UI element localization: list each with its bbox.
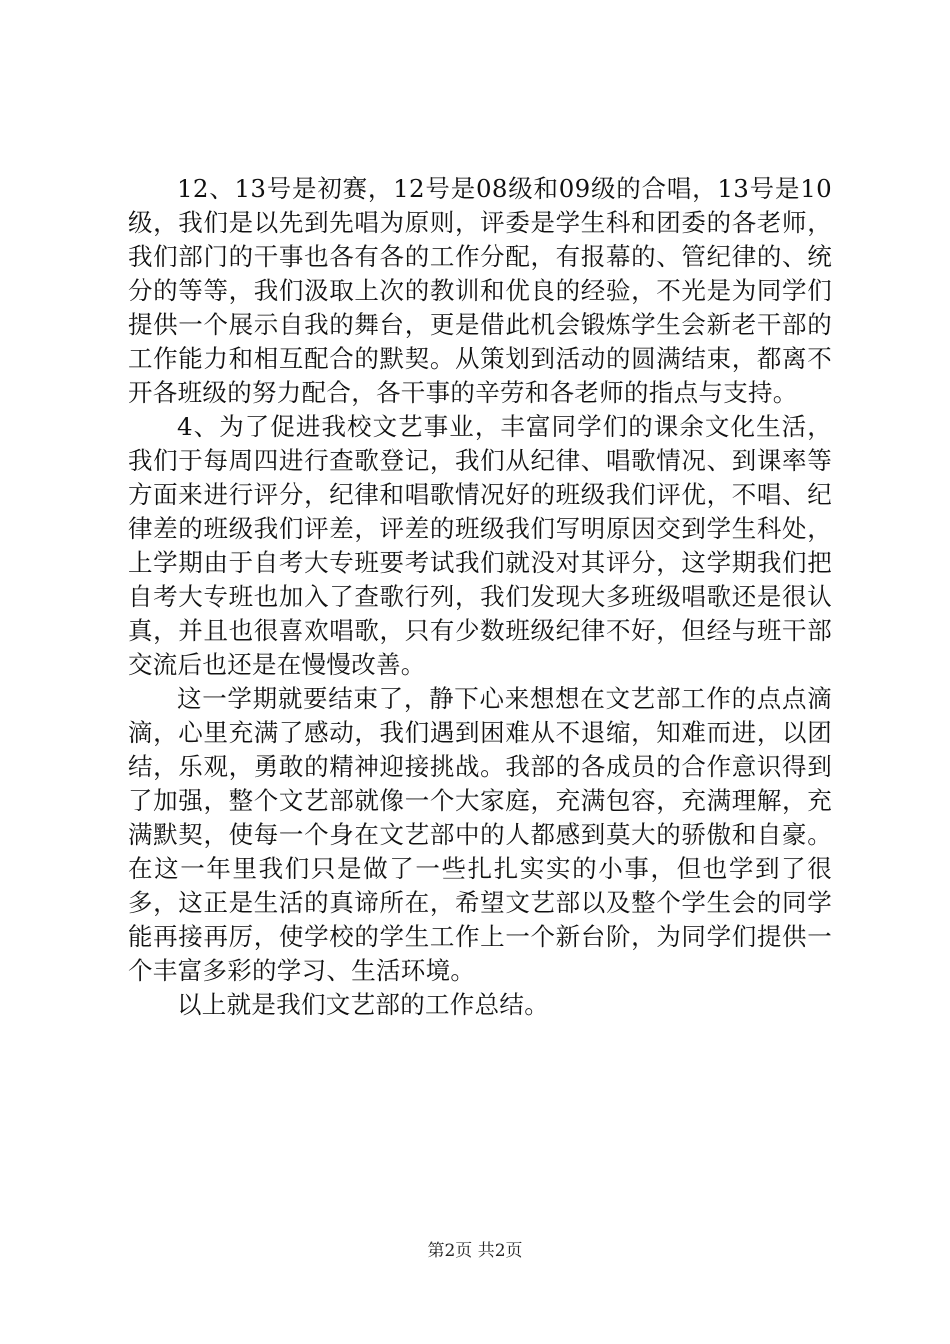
paragraph-closing: 以上就是我们文艺部的工作总结。 [177, 990, 549, 1019]
paragraph-song-check: 4、为了促进我校文艺事业，丰富同学们的课余文化生活，我们于每周四进行查歌登记，我们从纪律、唱歌情况、到课率等方面来进行评分，纪律和唱歌情况好的班级我们评优，不唱、纪律差的班级我们评差，评差的班级我们写明原因交到学生科处，上学期由于自考大专班要考试我们就没对其评分，这学期我们把自考大专班也加入了查歌行列，我们发现大多班级唱歌还是很认真，并且也很喜欢唱歌，只有少数班级纪律不好，但经与班干部交流后也还是在慢慢改善。 [128, 412, 832, 679]
paragraph-reflection: 这一学期就要结束了，静下心来想想在文艺部工作的点点滴滴，心里充满了感动，我们遇到困难从不退缩，知难而进，以团结，乐观，勇敢的精神迎接挑战。我部的各成员的合作意识得到了加强，整个文艺部就像一个大家庭，充满包容，充满理解，充满默契，使每一个身在文艺部中的人都感到莫大的骄傲和自豪。在这一年里我们只是做了一些扎扎实实的小事，但也学到了很多，这正是生活的真谛所在，希望文艺部以及整个学生会的同学能再接再厉，使学校的学生工作上一个新台阶，为同学们提供一个丰富多彩的学习、生活环境。 [128, 684, 832, 985]
page-number-footer: 第2页 共2页 [427, 1241, 523, 1261]
paragraph-competition: 12、13号是初赛，12号是08级和09级的合唱，13号是10级，我们是以先到先唱为原则，评委是学生科和团委的各老师，我们部门的干事也各有各的工作分配，有报幕的、管纪律的、统分的等等，我们汲取上次的教训和优良的经验，不光是为同学们提供一个展示自我的舞台，更是借此机会锻炼学生会新老干部的工作能力和相互配合的默契。从策划到活动的圆满结束，都离不开各班级的努力配合，各干事的辛劳和各老师的指点与支持。 [128, 174, 832, 407]
document-body [128, 172, 832, 1022]
